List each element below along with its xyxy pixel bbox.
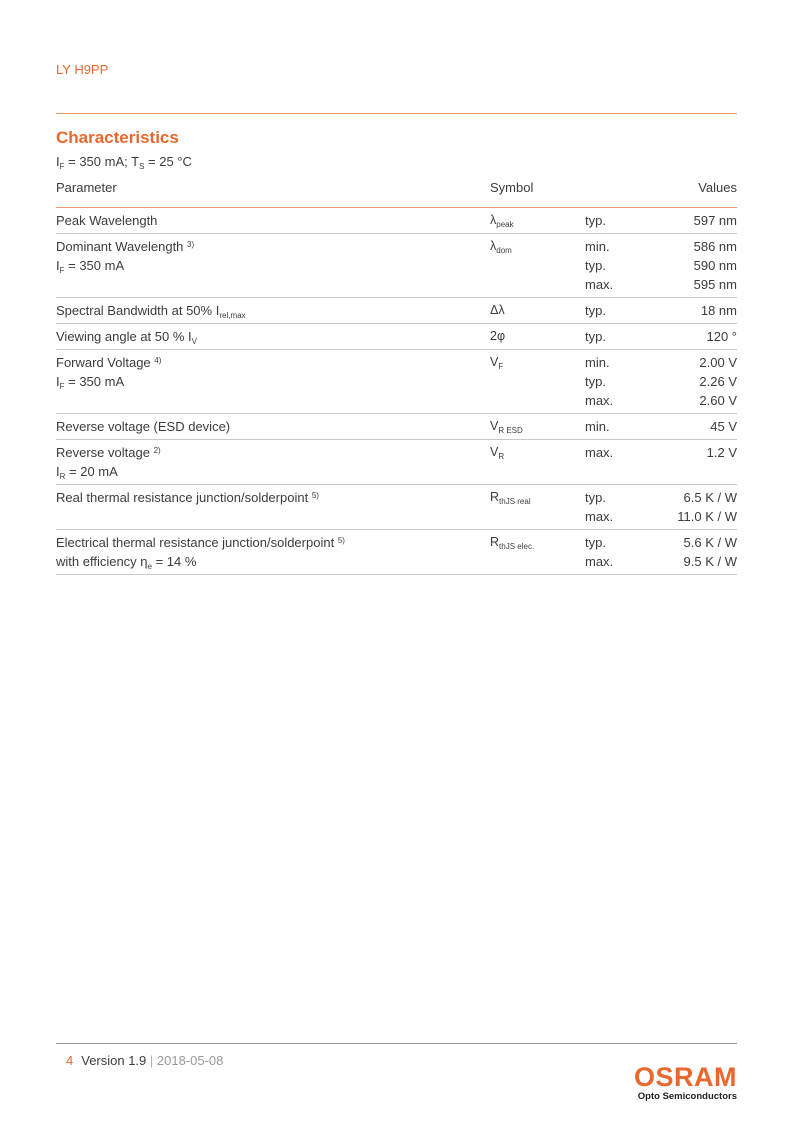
symbol-subscript: dom [496,246,512,255]
symbol-text: R [490,490,500,504]
parameter-text: Reverse voltage (ESD device) [56,419,231,434]
parameter-cell [56,327,490,346]
symbol-text: V [490,419,499,433]
footer-divider [56,1043,737,1044]
value-qualifier: typ. [585,303,606,318]
table-row [56,485,737,530]
value-number: 5.6 K / W [683,535,737,550]
values-cell [585,211,737,230]
parameter-text: I [56,464,60,479]
symbol-cell [490,488,585,526]
release-date: 2018-05-08 [156,1053,224,1068]
parameter-line [56,488,490,507]
header-divider [56,113,737,114]
value-qualifier: max. [585,554,614,569]
condition-current-subscript: F [59,162,65,171]
value-number: 45 V [710,419,737,434]
parameter-subscript: e [147,562,152,571]
page-number: 4 [66,1053,74,1068]
values-cell [585,533,737,571]
header-symbol: Symbol [490,180,534,195]
parameter-text: Reverse voltage [56,445,154,460]
parameter-line [56,443,490,462]
parameter-line [56,301,490,320]
table-row [56,530,737,575]
symbol-text: Δλ [490,303,505,317]
values-cell [585,353,737,410]
parameter-line [56,372,490,391]
symbol-subscript: thJS real [499,497,531,506]
value-number: 595 nm [693,277,737,292]
logo-wordmark: OSRAM [634,1062,737,1092]
parameter-cell [56,353,490,410]
table-row [56,414,737,440]
value-number: 597 nm [693,213,737,228]
parameter-cell [56,211,490,230]
symbol-subscript: R ESD [498,426,523,435]
parameter-line [56,237,490,256]
parameter-cell [56,237,490,294]
value-qualifier: min. [585,355,610,370]
value-qualifier: typ. [585,374,606,389]
test-conditions [56,154,192,169]
symbol-subscript: thJS elec. [499,542,535,551]
parameter-text: Viewing angle at 50 % I [56,329,192,344]
table-row [56,234,737,298]
value-number: 6.5 K / W [683,490,737,505]
value-qualifier: max. [585,277,614,292]
parameter-subscript: V [191,337,197,346]
value-number: 1.2 V [706,445,737,460]
section-title: Characteristics [56,128,179,147]
symbol-cell [490,211,585,230]
value-qualifier: typ. [585,535,606,550]
symbol-cell [490,533,585,571]
parameter-line [56,417,490,436]
symbol-cell [490,353,585,410]
osram-logo [634,1063,737,1103]
parameter-subscript: R [59,472,66,481]
values-cell [585,488,737,526]
header-values: Values [698,180,737,195]
parameter-line [56,462,490,481]
logo-tagline: Opto Semiconductors [637,1091,737,1102]
version-label: Version 1.9 [81,1053,147,1068]
symbol-text: V [490,355,499,369]
table-row [56,324,737,350]
footer-separator: | [146,1053,157,1068]
table-row [56,440,737,485]
value-qualifier: typ. [585,329,606,344]
symbol-subscript: peak [496,220,514,229]
symbol-text: λ [490,239,497,253]
table-header [56,180,737,208]
parameter-condition: = 14 % [151,554,197,569]
condition-temp-value: = 25 °C [144,154,192,169]
parameter-text: Peak Wavelength [56,213,158,228]
condition-current-value: = 350 mA; T [64,154,140,169]
value-qualifier: max. [585,393,614,408]
parameter-subscript: rel,max [219,311,246,320]
value-qualifier: max. [585,509,614,524]
condition-current-symbol: I [56,154,60,169]
parameter-cell [56,533,490,571]
parameter-line [56,211,490,230]
symbol-cell [490,327,585,346]
parameter-line [56,552,490,571]
value-qualifier: min. [585,419,610,434]
values-cell [585,417,737,436]
footnote-ref: 3) [187,240,195,249]
value-qualifier: typ. [585,490,606,505]
parameter-line [56,256,490,275]
value-number: 9.5 K / W [683,554,737,569]
table-row [56,298,737,324]
header-parameter: Parameter [56,180,117,195]
values-cell [585,443,737,481]
footnote-ref: 5) [337,536,345,545]
values-cell [585,327,737,346]
parameter-text: I [56,258,60,273]
symbol-text: 2φ [490,329,506,343]
characteristics-table [56,180,737,575]
value-number: 120 ° [706,329,737,344]
value-number: 2.00 V [699,355,737,370]
parameter-text: Real thermal resistance junction/solderpoint [56,490,312,505]
parameter-condition: = 350 mA [64,258,125,273]
table-row [56,208,737,234]
value-qualifier: min. [585,239,610,254]
symbol-text: R [490,535,500,549]
value-qualifier: max. [585,445,614,460]
footnote-ref: 2) [153,446,161,455]
parameter-line [56,327,490,346]
value-qualifier: typ. [585,258,606,273]
condition-temp-subscript: S [139,162,145,171]
table-row [56,350,737,414]
parameter-line [56,353,490,372]
value-number: 11.0 K / W [677,509,737,524]
parameter-text: Dominant Wavelength [56,239,188,254]
symbol-text: V [490,445,499,459]
value-number: 18 nm [700,303,737,318]
symbol-cell [490,301,585,320]
parameter-subscript: F [59,266,65,275]
values-cell [585,301,737,320]
parameter-line [56,533,490,552]
value-number: 2.60 V [699,393,737,408]
symbol-subscript: F [498,362,504,371]
parameter-condition: = 350 mA [64,374,125,389]
symbol-cell [490,417,585,436]
parameter-text: I [56,374,60,389]
symbol-cell [490,237,585,294]
parameter-text: Forward Voltage [56,355,155,370]
parameter-cell [56,417,490,436]
symbol-cell [490,443,585,481]
parameter-condition: = 20 mA [65,464,118,479]
value-qualifier: typ. [585,213,606,228]
parameter-text: with efficiency η [56,554,148,569]
parameter-text: Spectral Bandwidth at 50% I [56,303,220,318]
symbol-text: λ [490,213,497,227]
value-number: 2.26 V [699,374,737,389]
symbol-subscript: R [498,452,505,461]
value-number: 586 nm [693,239,737,254]
document-label: LY H9PP [56,62,109,77]
parameter-subscript: F [59,382,65,391]
parameter-cell [56,443,490,481]
parameter-cell [56,488,490,526]
footnote-ref: 4) [154,356,162,365]
parameter-cell [56,301,490,320]
footer [66,1053,223,1068]
parameter-text: Electrical thermal resistance junction/solderpoint [56,535,338,550]
values-cell [585,237,737,294]
footnote-ref: 5) [311,491,319,500]
value-number: 590 nm [693,258,737,273]
table-body [56,208,737,575]
